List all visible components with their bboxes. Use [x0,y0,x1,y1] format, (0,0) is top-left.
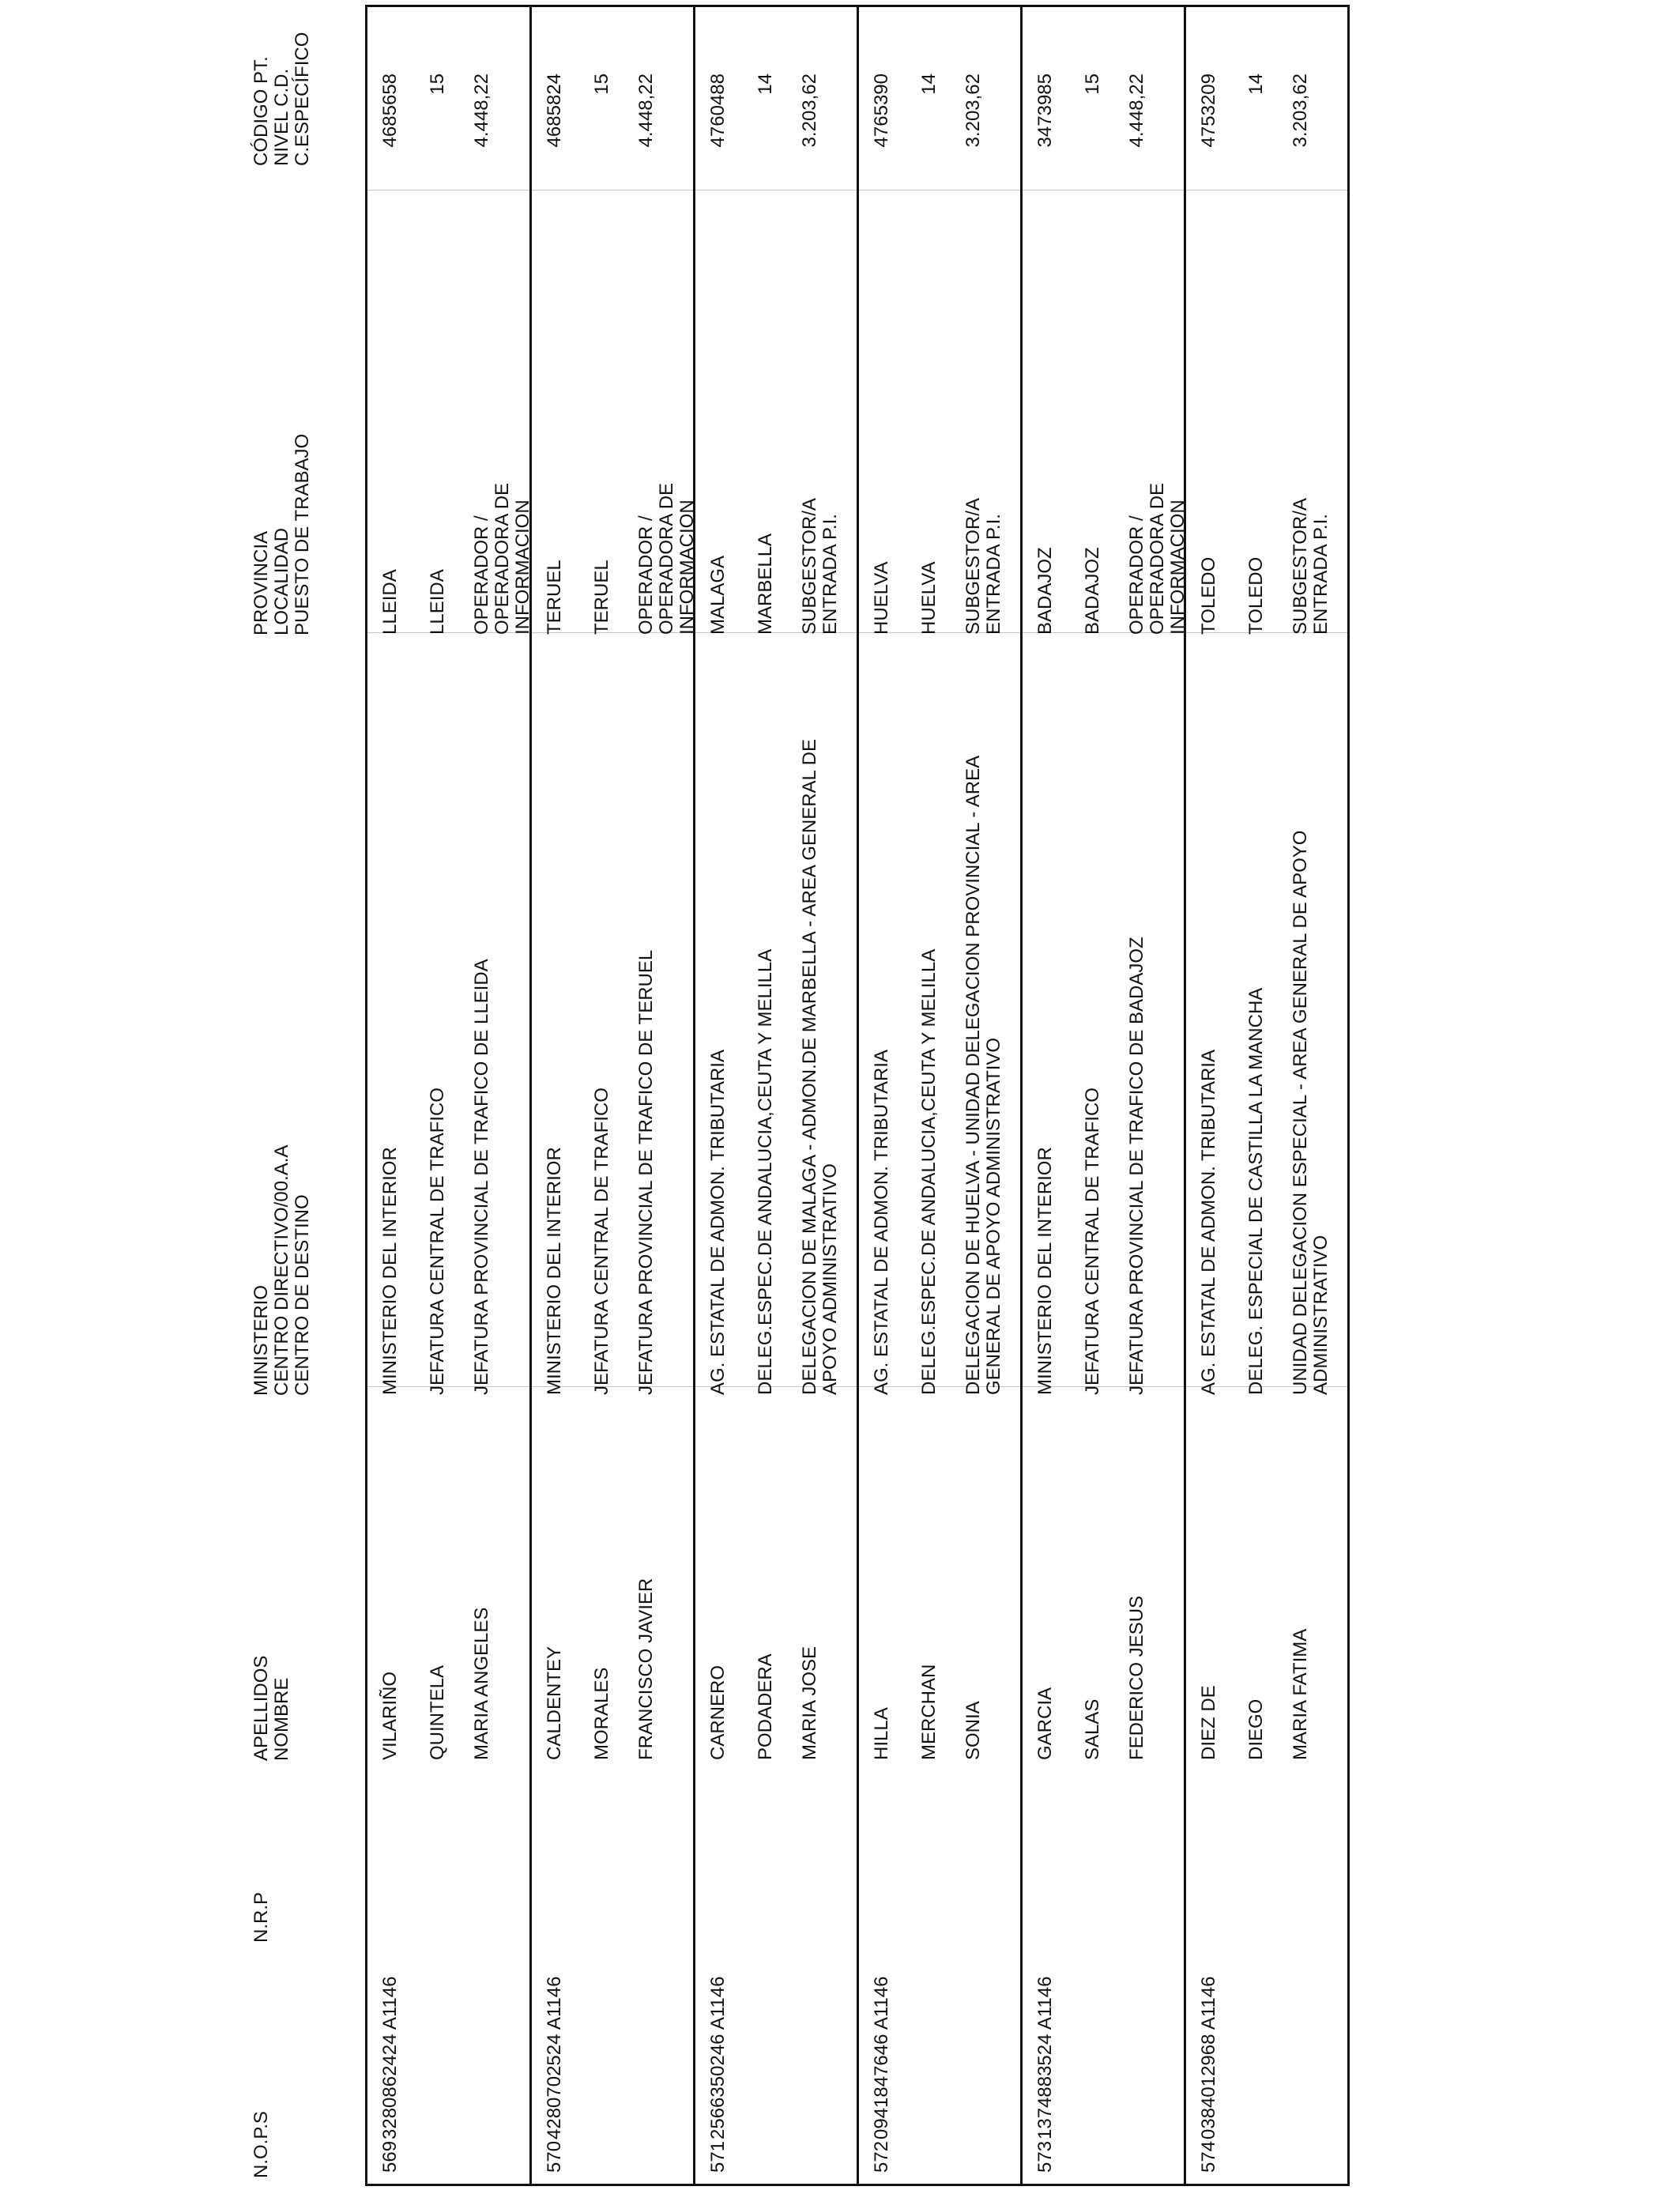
centro-destino: UNIDAD DELEGACION ESPECIAL - AREA GENERAL DE APOYO ADMINISTRATIVO [1290,830,1332,1395]
table-row [367,7,531,2184]
header-codigo-nivel-especifico: CÓDIGO PT. NIVEL C.D. C.ESPECÍFICO [250,32,313,166]
nombre: MARIA FATIMA [1290,1628,1311,1760]
header-ministerio-centro: MINISTERIO CENTRO DIRECTIVO/00.A.A CENTRO DE DESTINO [250,1144,313,1396]
nombre: FEDERICO JESUS [1126,1595,1147,1760]
nivel-cd: 15 [591,74,612,95]
header-nrp: N.R.P [250,1891,272,1943]
nivel-cd: 14 [755,74,776,95]
table-row [1023,7,1186,2184]
apellido2: MERCHAN [918,1664,940,1760]
nombre: SONIA [962,1701,984,1760]
puesto: OPERADOR / OPERADORA DE INFORMACION [635,482,698,635]
puesto: SUBGESTOR/A ENTRADA P.I. [1290,499,1332,635]
especifico: 3.203,62 [1290,74,1311,148]
puesto: SUBGESTOR/A ENTRADA P.I. [962,499,1004,635]
apellido1: VILARIÑO [379,1671,401,1760]
nops-value: 570 [544,2140,565,2173]
especifico: 3.203,62 [962,74,984,148]
ministerio: AG. ESTATAL DE ADMON. TRIBUTARIA [871,1050,892,1395]
centro-destino: DELEGACION DE MALAGA - ADMON.DE MARBELLA - AREA GENERAL DE APOYO ADMINISTRATIVO [799,738,841,1395]
especifico: 3.203,62 [799,74,820,148]
nrp-value: 2566350246 A1146 [707,1976,729,2139]
nrp-value: 0941847646 A1146 [871,1976,892,2139]
provincia: TERUEL [544,560,565,635]
centro-destino: JEFATURA PROVINCIAL DE TRAFICO DE TERUEL [635,949,657,1395]
codigo-pt: 4765390 [871,74,892,148]
centro-directivo: JEFATURA CENTRAL DE TRAFICO [427,1088,448,1395]
centro-destino: JEFATURA PROVINCIAL DE TRAFICO DE BADAJOZ [1126,937,1147,1395]
nrp-value: 3280862424 A1146 [379,1976,401,2139]
apellido2: SALAS [1082,1698,1103,1760]
table-row [1186,7,1350,2184]
nops-value: 574 [1198,2140,1219,2173]
nivel-cd: 15 [427,74,448,95]
localidad: LLEIDA [427,569,448,635]
provincia: HUELVA [871,561,892,635]
table-row [532,7,698,2184]
provincia: MALAGA [707,555,729,635]
ministerio: AG. ESTATAL DE ADMON. TRIBUTARIA [707,1050,729,1395]
provincia: BADAJOZ [1034,547,1056,635]
nombre: FRANCISCO JAVIER [635,1578,657,1760]
centro-destino: JEFATURA PROVINCIAL DE TRAFICO DE LLEIDA [471,959,492,1395]
apellido1: CALDENTEY [544,1646,565,1760]
centro-directivo: JEFATURA CENTRAL DE TRAFICO [1082,1088,1103,1395]
provincia: TOLEDO [1198,556,1219,635]
header-apellidos-nombre: APELLIDOS NOMBRE [250,1655,292,1761]
nops-value: 569 [379,2140,401,2173]
localidad: BADAJOZ [1082,547,1103,635]
especifico: 4.448,22 [471,74,492,148]
codigo-pt: 3473985 [1034,74,1056,148]
ministerio: MINISTERIO DEL INTERIOR [544,1147,565,1395]
codigo-pt: 4685824 [544,74,565,148]
header-provincia-puesto: PROVINCIA LOCALIDAD PUESTO DE TRABAJO [250,433,313,635]
centro-directivo: JEFATURA CENTRAL DE TRAFICO [591,1088,612,1395]
puesto: OPERADOR / OPERADORA DE INFORMACION [1126,482,1188,635]
codigo-pt: 4685658 [379,74,401,148]
especifico: 4.448,22 [1126,74,1147,148]
centro-directivo: DELEG.ESPEC.DE ANDALUCIA,CEUTA Y MELILLA [918,948,940,1395]
records-table [365,5,1350,2186]
codigo-pt: 4760488 [707,74,729,148]
especifico: 4.448,22 [635,74,657,148]
localidad: TERUEL [591,560,612,635]
nops-value: 571 [707,2140,729,2173]
apellido1: CARNERO [707,1664,729,1760]
apellido2: DIEGO [1245,1698,1267,1760]
ministerio: MINISTERIO DEL INTERIOR [1034,1147,1056,1395]
centro-destino: DELEGACION DE HUELVA - UNIDAD DELEGACION PROVINCIAL - AREA GENERAL DE APOYO ADMINISTRATIVO [962,756,1004,1395]
nrp-value: 1374883524 A1146 [1034,1976,1056,2139]
apellido1: HILLA [871,1707,892,1760]
apellido1: GARCIA [1034,1687,1056,1760]
codigo-pt: 4753209 [1198,74,1219,148]
apellido2: MORALES [591,1667,612,1760]
provincia: LLEIDA [379,569,401,635]
nops-value: 572 [871,2140,892,2173]
nrp-value: 0384012968 A1146 [1198,1976,1219,2139]
localidad: MARBELLA [755,533,776,635]
localidad: TOLEDO [1245,556,1267,635]
ministerio: AG. ESTATAL DE ADMON. TRIBUTARIA [1198,1050,1219,1395]
nivel-cd: 15 [1082,74,1103,95]
ministerio: MINISTERIO DEL INTERIOR [379,1147,401,1395]
table-row [859,7,1023,2184]
apellido1: DIEZ DE [1198,1685,1219,1760]
nrp-value: 4280702524 A1146 [544,1976,565,2139]
centro-directivo: DELEG.ESPEC.DE ANDALUCIA,CEUTA Y MELILLA [755,948,776,1395]
table-row [695,7,859,2184]
header-nops: N.O.P.S [250,2111,272,2178]
puesto: SUBGESTOR/A ENTRADA P.I. [799,499,841,635]
localidad: HUELVA [918,561,940,635]
apellido2: QUINTELA [427,1664,448,1760]
nivel-cd: 14 [1245,74,1267,95]
nombre: MARIA ANGELES [471,1607,492,1760]
nombre: MARIA JOSE [799,1646,820,1760]
nops-value: 573 [1034,2140,1056,2173]
nivel-cd: 14 [918,74,940,95]
apellido2: PODADERA [755,1653,776,1760]
centro-directivo: DELEG. ESPECIAL DE CASTILLA LA MANCHA [1245,987,1267,1395]
puesto: OPERADOR / OPERADORA DE INFORMACION [471,482,533,635]
